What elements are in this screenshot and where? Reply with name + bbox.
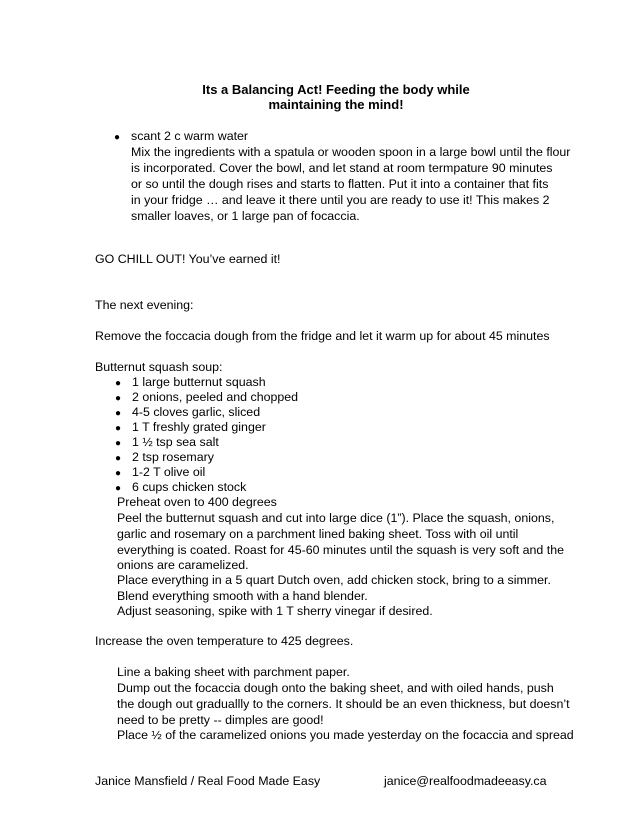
- intro-paragraph-line: Mix the ingredients with a spatula or wooden spoon in a large bowl until the flour: [131, 145, 571, 159]
- soup-step-line: onions are caramelized.: [117, 558, 249, 572]
- focaccia-step-line: Place ½ of the caramelized onions you made yesterday on the focaccia and spread: [117, 728, 574, 742]
- bullet-icon: ●: [115, 408, 122, 419]
- soup-step-line: Preheat oven to 400 degrees: [117, 495, 277, 509]
- soup-step-line: Blend everything smooth with a hand blender.: [117, 589, 368, 603]
- focaccia-step-line: need to be pretty -- dimples are good!: [117, 713, 324, 727]
- remove-dough-text: Remove the foccacia dough from the fridge and let it warm up for about 45 minutes: [95, 329, 550, 343]
- ingredient-text: 1 large butternut squash: [132, 375, 266, 389]
- chill-out-text: GO CHILL OUT! You’ve earned it!: [95, 252, 281, 266]
- intro-bullet-text: scant 2 c warm water: [131, 129, 249, 143]
- bullet-icon: ●: [115, 468, 122, 479]
- intro-paragraph-line: is incorporated. Cover the bowl, and let stand at room termpature 90 minutes: [131, 161, 553, 175]
- footer-email: janice@realfoodmadeeasy.ca: [384, 774, 547, 788]
- intro-paragraph-line: smaller loaves, or 1 large pan of focaccia.: [131, 209, 360, 223]
- ingredient-text: 1 ½ tsp sea salt: [132, 435, 219, 449]
- focaccia-step-line: the dough out graduallly to the corners. It should be an even thickness, but doesn’t: [117, 697, 570, 711]
- soup-step-line: garlic and rosemary on a parchment lined baking sheet. Toss with oil until: [117, 527, 519, 541]
- ingredient-text: 4-5 cloves garlic, sliced: [132, 405, 261, 419]
- ingredient-text: 2 tsp rosemary: [132, 450, 214, 464]
- intro-paragraph-line: in your fridge … and leave it there until you are ready to use it! This makes 2: [131, 193, 550, 207]
- title-line-1: Its a Balancing Act! Feeding the body while: [202, 82, 470, 97]
- footer-author: Janice Mansfield / Real Food Made Easy: [95, 774, 321, 788]
- intro-paragraph-line: or so until the dough rises and starts to flatten. Put it into a container that fits: [131, 177, 549, 191]
- soup-step-line: Adjust seasoning, spike with 1 T sherry vinegar if desired.: [117, 604, 433, 618]
- ingredient-text: 6 cups chicken stock: [132, 480, 247, 494]
- ingredient-text: 2 onions, peeled and chopped: [132, 390, 299, 404]
- soup-heading: Butternut squash soup:: [95, 360, 223, 374]
- focaccia-step-line: Line a baking sheet with parchment paper.: [117, 665, 350, 679]
- bullet-icon: ●: [114, 132, 121, 143]
- bullet-icon: ●: [115, 483, 122, 494]
- bullet-icon: ●: [115, 378, 122, 389]
- next-evening-text: The next evening:: [95, 298, 194, 312]
- bullet-icon: ●: [115, 453, 122, 464]
- bullet-icon: ●: [115, 438, 122, 449]
- bullet-icon: ●: [115, 423, 122, 434]
- soup-step-line: Peel the butternut squash and cut into large dice (1”). Place the squash, onions,: [117, 511, 555, 525]
- title-line-2: maintaining the mind!: [268, 97, 404, 112]
- ingredient-text: 1-2 T olive oil: [132, 465, 206, 479]
- bullet-icon: ●: [115, 393, 122, 404]
- ingredient-text: 1 T freshly grated ginger: [132, 420, 266, 434]
- oven-increase-text: Increase the oven temperature to 425 degrees.: [95, 634, 354, 648]
- focaccia-step-line: Dump out the focaccia dough onto the baking sheet, and with oiled hands, push: [117, 681, 554, 695]
- soup-step-line: everything is coated. Roast for 45-60 minutes until the squash is very soft and the: [117, 543, 564, 557]
- soup-step-line: Place everything in a 5 quart Dutch oven, add chicken stock, bring to a simmer.: [117, 573, 551, 587]
